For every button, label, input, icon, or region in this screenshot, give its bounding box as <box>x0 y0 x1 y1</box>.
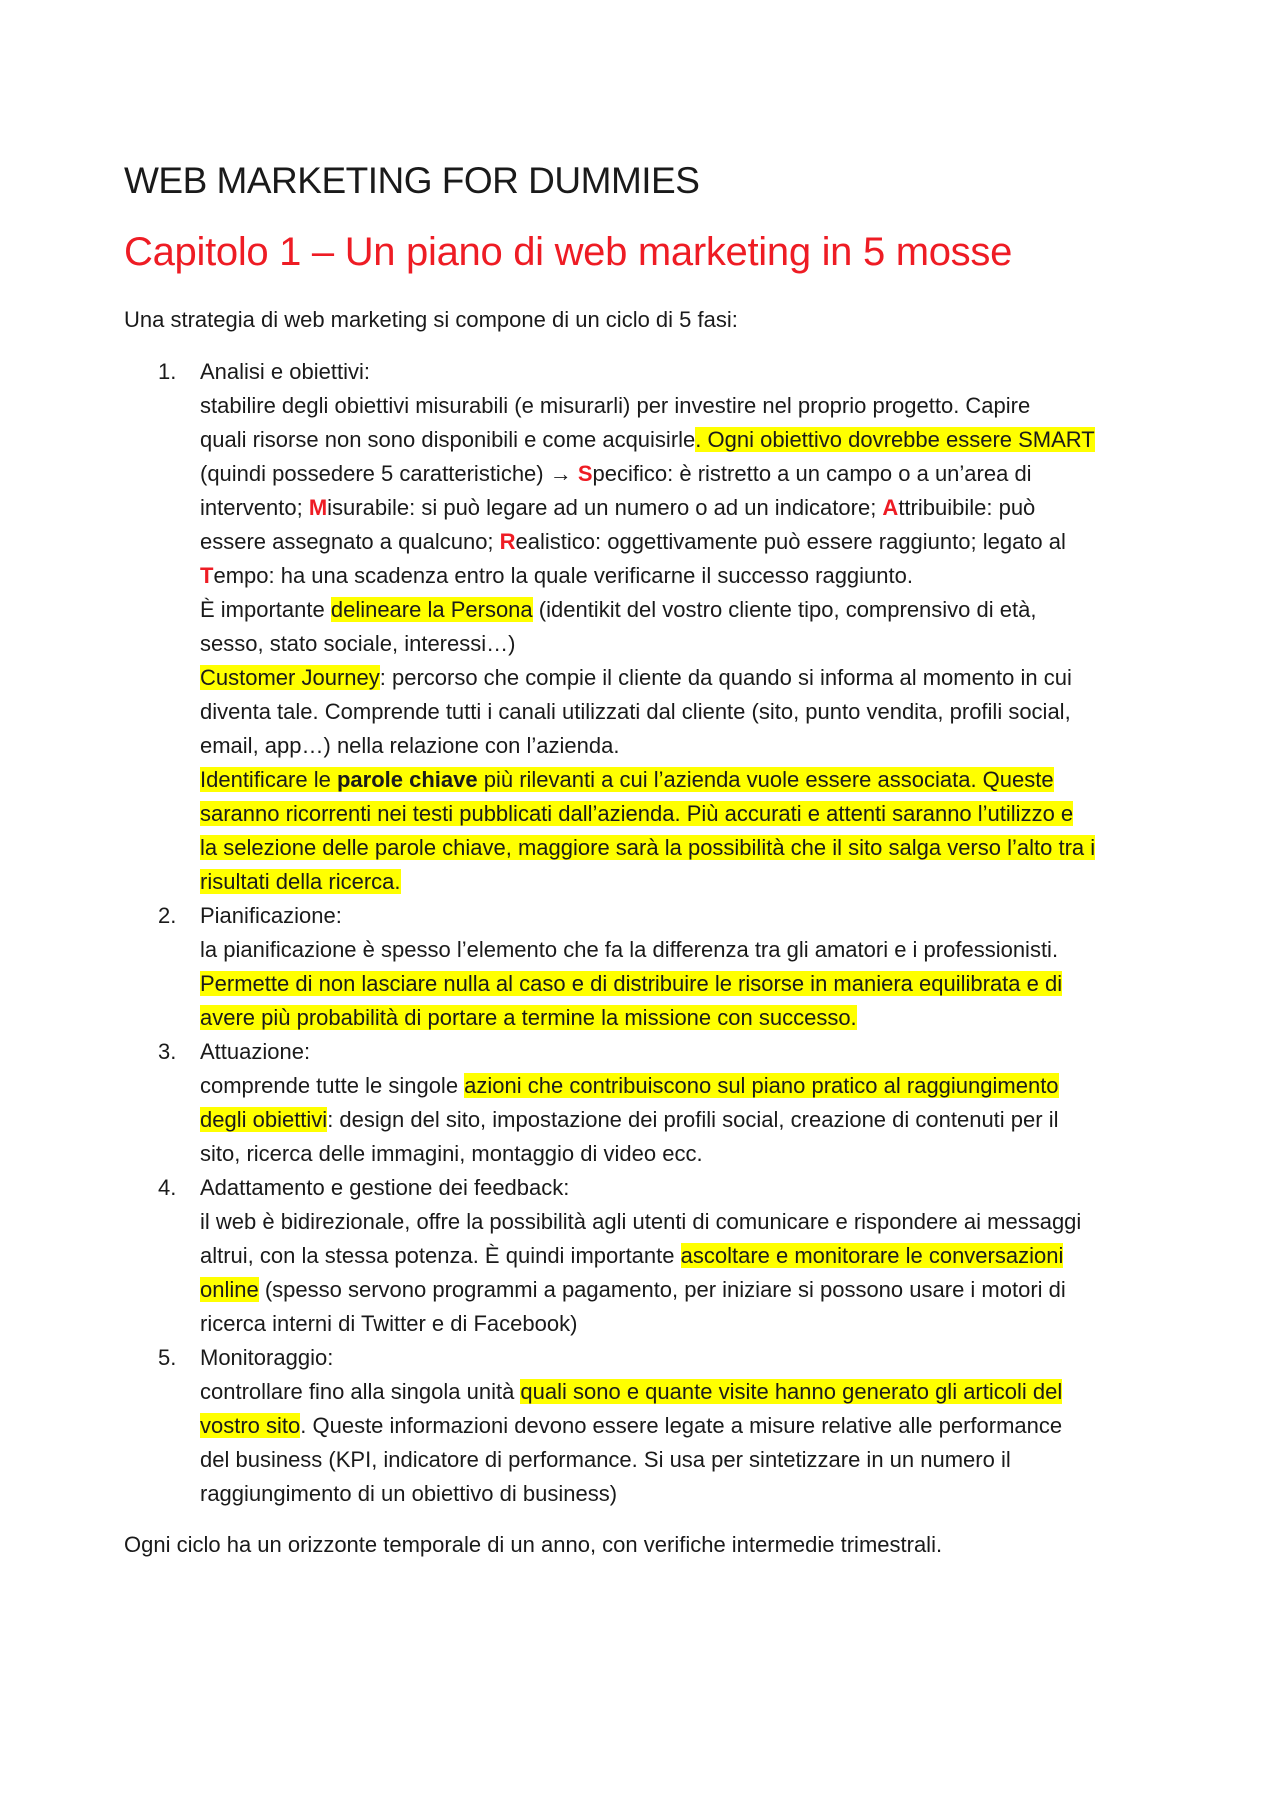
step-pianificazione <box>124 899 1174 1035</box>
highlighted-text: quali sono e quante visite hanno generato gli articoli del <box>520 1379 1063 1404</box>
text-run: essere assegnato a qualcuno; <box>200 529 500 554</box>
highlighted-text: saranno ricorrenti nei testi pubblicati dall’azienda. Più accurati e attenti saranno l’utilizzo e <box>200 801 1074 826</box>
highlighted-text: avere più probabilità di portare a termine la missione con successo. <box>200 1005 857 1030</box>
text-line <box>200 1103 1174 1137</box>
text-line: stabilire degli obiettivi misurabili (e misurarli) per investire nel proprio progetto. Capire <box>200 393 1031 418</box>
text-run: altrui, con la stessa potenza. È quindi importante <box>200 1243 681 1268</box>
text-line: del business (KPI, indicatore di performance. Si usa per sintetizzare in un numero il <box>200 1447 1011 1472</box>
text-run: pecifico: è ristretto a un campo o a un’area di <box>592 461 1032 486</box>
text-line <box>200 1001 1174 1035</box>
text-run: : design del sito, impostazione dei profili social, creazione di contenuti per il <box>327 1107 1059 1132</box>
text-line <box>200 763 1174 797</box>
text-line: sesso, stato sociale, interessi…) <box>200 631 516 656</box>
step-number: 4. <box>158 1175 177 1200</box>
step-number: 3. <box>158 1039 177 1064</box>
text-line <box>200 1239 1174 1273</box>
smart-letter-s: S <box>577 461 593 486</box>
text-line <box>200 661 1174 695</box>
text-line <box>200 593 1174 627</box>
step-feedback <box>124 1171 1174 1341</box>
highlighted-text: azioni che contribuiscono sul piano pratico al raggiungimento <box>464 1073 1059 1098</box>
text-run: intervento; <box>200 495 309 520</box>
text-run: (spesso servono programmi a pagamento, per iniziare si possono usare i motori di <box>258 1277 1066 1302</box>
step-heading: Pianificazione: <box>200 903 342 928</box>
text-line <box>200 831 1174 865</box>
text-line <box>200 457 1174 491</box>
text-line <box>200 423 1174 457</box>
text-line <box>200 1273 1174 1307</box>
text-line <box>200 559 1174 593</box>
text-line <box>200 797 1174 831</box>
text-line <box>200 1069 1174 1103</box>
text-line <box>200 865 1174 899</box>
step-number: 2. <box>158 903 177 928</box>
step-heading: Analisi e obiettivi: <box>200 359 370 384</box>
text-run: empo: ha una scadenza entro la quale verificarne il successo raggiunto. <box>213 563 913 588</box>
text-run: controllare fino alla singola unità <box>200 1379 521 1404</box>
text-run: quali risorse non sono disponibili e come acquisirle <box>200 427 696 452</box>
step-heading: Adattamento e gestione dei feedback: <box>200 1175 570 1200</box>
text-run: più rilevanti a cui l’azienda vuole essere associata. Queste <box>477 767 1054 792</box>
highlighted-text: delineare la Persona <box>330 597 533 622</box>
text-line: raggiungimento di un obiettivo di business) <box>200 1481 618 1506</box>
text-run: : percorso che compie il cliente da quando si informa al momento in cui <box>379 665 1072 690</box>
text-line: il web è bidirezionale, offre la possibilità agli utenti di comunicare e rispondere ai messaggi <box>200 1209 1082 1234</box>
intro-paragraph: Una strategia di web marketing si compone di un ciclo di 5 fasi: <box>124 307 738 332</box>
step-attuazione <box>124 1035 1174 1171</box>
highlighted-text: ascoltare e monitorare le conversazioni <box>680 1243 1064 1268</box>
text-run: È importante <box>200 597 331 622</box>
text-run: . Queste informazioni devono essere legate a misure relative alle performance <box>300 1413 1063 1438</box>
text-line: diventa tale. Comprende tutti i canali utilizzati dal cliente (sito, punto vendita, profili social, <box>200 699 1071 724</box>
arrow-right-icon: → <box>549 461 572 486</box>
step-heading: Monitoraggio: <box>200 1345 334 1370</box>
highlighted-text: la selezione delle parole chiave, maggiore sarà la possibilità che il sito salga verso l’alto tra i <box>200 835 1096 860</box>
smart-letter-m: M <box>308 495 328 520</box>
text-line: la pianificazione è spesso l’elemento che fa la differenza tra gli amatori e i professionisti. <box>200 937 1059 962</box>
highlighted-text: vostro sito <box>200 1413 301 1438</box>
highlighted-text: Permette di non lasciare nulla al caso e di distribuire le risorse in maniera equilibrata e di <box>200 971 1063 996</box>
text-run: comprende tutte le singole <box>200 1073 465 1098</box>
text-run: isurabile: si può legare ad un numero o ad un indicatore; <box>327 495 883 520</box>
smart-letter-a: A <box>882 495 899 520</box>
text-line <box>200 491 1174 525</box>
smart-letter-r: R <box>499 529 516 554</box>
text-line <box>200 1375 1174 1409</box>
text-run: ttribuibile: può <box>898 495 1036 520</box>
text-line: ricerca interni di Twitter e di Facebook) <box>200 1311 578 1336</box>
document-title: WEB MARKETING FOR DUMMIES <box>124 160 700 201</box>
text-run: Identificare le <box>200 767 337 792</box>
step-number: 1. <box>158 359 177 384</box>
text-line: email, app…) nella relazione con l’azienda. <box>200 733 620 758</box>
highlighted-text: . Ogni obiettivo dovrebbe essere SMART <box>695 427 1095 452</box>
steps-list <box>124 355 1174 1511</box>
highlighted-text: risultati della ricerca. <box>200 869 401 894</box>
highlighted-text: Customer Journey <box>200 665 380 690</box>
text-line: sito, ricerca delle immagini, montaggio di video ecc. <box>200 1141 703 1166</box>
bold-keyword: parole chiave <box>336 767 478 792</box>
highlighted-text: online <box>200 1277 259 1302</box>
step-monitoraggio <box>124 1341 1174 1511</box>
text-run: (quindi possedere 5 caratteristiche) <box>200 461 550 486</box>
chapter-heading: Capitolo 1 – Un piano di web marketing in 5 mosse <box>124 230 1013 274</box>
step-heading: Attuazione: <box>200 1039 311 1064</box>
smart-letter-t: T <box>200 563 214 588</box>
text-line <box>200 525 1174 559</box>
text-line <box>200 967 1174 1001</box>
text-run: ealistico: oggettivamente può essere raggiunto; legato al <box>515 529 1066 554</box>
step-analisi <box>124 355 1174 899</box>
highlighted-text <box>200 767 1054 792</box>
text-run: (identikit del vostro cliente tipo, comprensivo di età, <box>532 597 1037 622</box>
highlighted-text: degli obiettivi <box>200 1107 328 1132</box>
text-line <box>200 1409 1174 1443</box>
step-number: 5. <box>158 1345 177 1370</box>
closing-paragraph: Ogni ciclo ha un orizzonte temporale di un anno, con verifiche intermedie trimestrali. <box>124 1532 943 1557</box>
